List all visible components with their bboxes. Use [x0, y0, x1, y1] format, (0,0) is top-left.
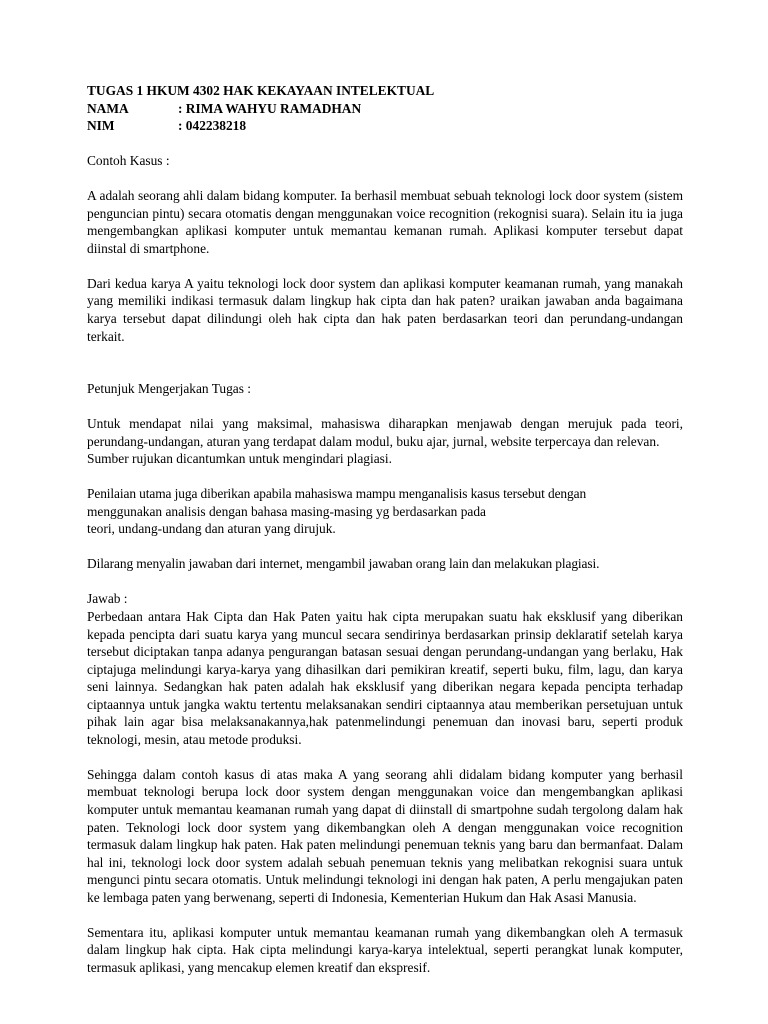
case-heading: Contoh Kasus :	[87, 153, 170, 169]
case-paragraph-2: Dari kedua karya A yaitu teknologi lock door system dan aplikasi komputer keamanan rumah, yang manakah yang memiliki indikasi termasuk dalam lingkup hak cipta dan hak paten? uraikan jawaban anda bagaimana karya tersebut dapat dilindungi oleh hak cipta dan hak paten berdasarkan teori dan perundang-undangan terkait.	[87, 275, 683, 344]
name-row	[87, 100, 683, 118]
case-paragraph-1: A adalah seorang ahli dalam bidang komputer. Ia berhasil membuat sebuah teknologi lock door system (sistem penguncian pintu) secara otomatis dengan menggunakan voice recognition (rekognisi suara). Selain itu ia juga mengembangkan aplikasi komputer untuk memantau kemanan rumah. Aplikasi komputer tersebut dapat diinstal di smartphone.	[87, 188, 683, 256]
answer-paragraph-3: Sementara itu, aplikasi komputer untuk memantau keamanan rumah yang dikembangkan oleh A termasuk dalam lingkup hak cipta. Hak cipta melindungi karya-karya intelektual, seperti perangkat lunak komputer, termasuk aplikasi, yang mencakup elemen kreatif dan ekspresif.	[87, 924, 683, 975]
nim-value: : 042238218	[178, 118, 247, 134]
instructions-paragraph-3: Dilarang menyalin jawaban dari internet, mengambil jawaban orang lain dan melakukan plagiasi.	[87, 556, 600, 572]
instructions-paragraph-2-line-2: menggunakan analisis dengan bahasa masing-masing yg berdasarkan pada	[87, 503, 486, 519]
document-title: TUGAS 1 HKUM 4302 HAK KEKAYAAN INTELEKTUAL	[87, 83, 435, 98]
instructions-paragraph-1-line-2: Sumber rujukan dicantumkan untuk mengindari plagiasi.	[87, 451, 392, 467]
name-label: NAMA	[87, 100, 129, 116]
instructions-paragraph-2-line-3: teori, undang-undang dan aturan yang dirujuk.	[87, 521, 336, 537]
answer-paragraph-1: Perbedaan antara Hak Cipta dan Hak Paten yaitu hak cipta merupakan suatu hak eksklusif yang diberikan kepada pencipta dari suatu karya yang muncul secara sendirinya berdasarkan prinsip deklaratif setelah karya tersebut diciptakan tanpa adanya pengurangan batasan sesuai dengan perundang-undangan yang berlaku, Hak ciptajuga melindungi karya-karya yang dihasilkan dari pemikiran kreatif, seperti buku, film, lagu, dan karya seni lainnya. Sedangkan hak paten adalah hak eksklusif yang diberikan negara kepada pencipta terhadap ciptaannya untuk jangka waktu tertentu melaksanakan sendiri ciptaannya atau memberikan persetujuan untuk pihak lain agar bisa melaksanakannya,hak patenmelindungi penemuan dan inovasi baru, seperti produk teknologi, mesin, atau metode produksi.	[87, 608, 683, 747]
document-body	[87, 82, 683, 976]
nim-label: NIM	[87, 118, 115, 134]
answer-heading: Jawab :	[87, 591, 128, 607]
instructions-heading: Petunjuk Mengerjakan Tugas :	[87, 381, 252, 397]
name-value: : RIMA WAHYU RAMADHAN	[178, 100, 362, 116]
document-header	[87, 82, 683, 135]
instructions-paragraph-2-line-1: Penilaian utama juga diberikan apabila mahasiswa mampu menganalisis kasus tersebut dengan	[87, 486, 587, 502]
nim-row	[87, 117, 683, 135]
answer-paragraph-2: Sehingga dalam contoh kasus di atas maka A yang seorang ahli didalam bidang komputer yang berhasil membuat teknologi berupa lock door system dengan menggunakan voice dan mengembangkan aplikasi komputer untuk memantau keamanan rumah yang dapat di diinstall di smartpohne sudah tergolong dalam hak paten. Teknologi lock door system yang dikembangkan oleh A dengan menggunakan voice recognition termasuk dalam lingkup hak paten. Hak paten melindungi penemuan teknis yang baru dan bermanfaat. Dalam hal ini, teknologi lock door system adalah sebuah penemuan teknis yang melibatkan rekognisi suara untuk mengunci pintu secara otomatis. Untuk melindungi teknologi ini dengan hak paten, A perlu mengajukan paten ke lembaga paten yang berwenang, seperti di Indonesia, Kementerian Hukum dan Hak Asasi Manusia.	[87, 766, 683, 905]
instructions-paragraph-1: Untuk mendapat nilai yang maksimal, mahasiswa diharapkan menjawab dengan merujuk pada teori, perundang-undangan, aturan yang terdapat dalam modul, buku ajar, jurnal, website terpercaya dan relevan.	[87, 416, 683, 449]
